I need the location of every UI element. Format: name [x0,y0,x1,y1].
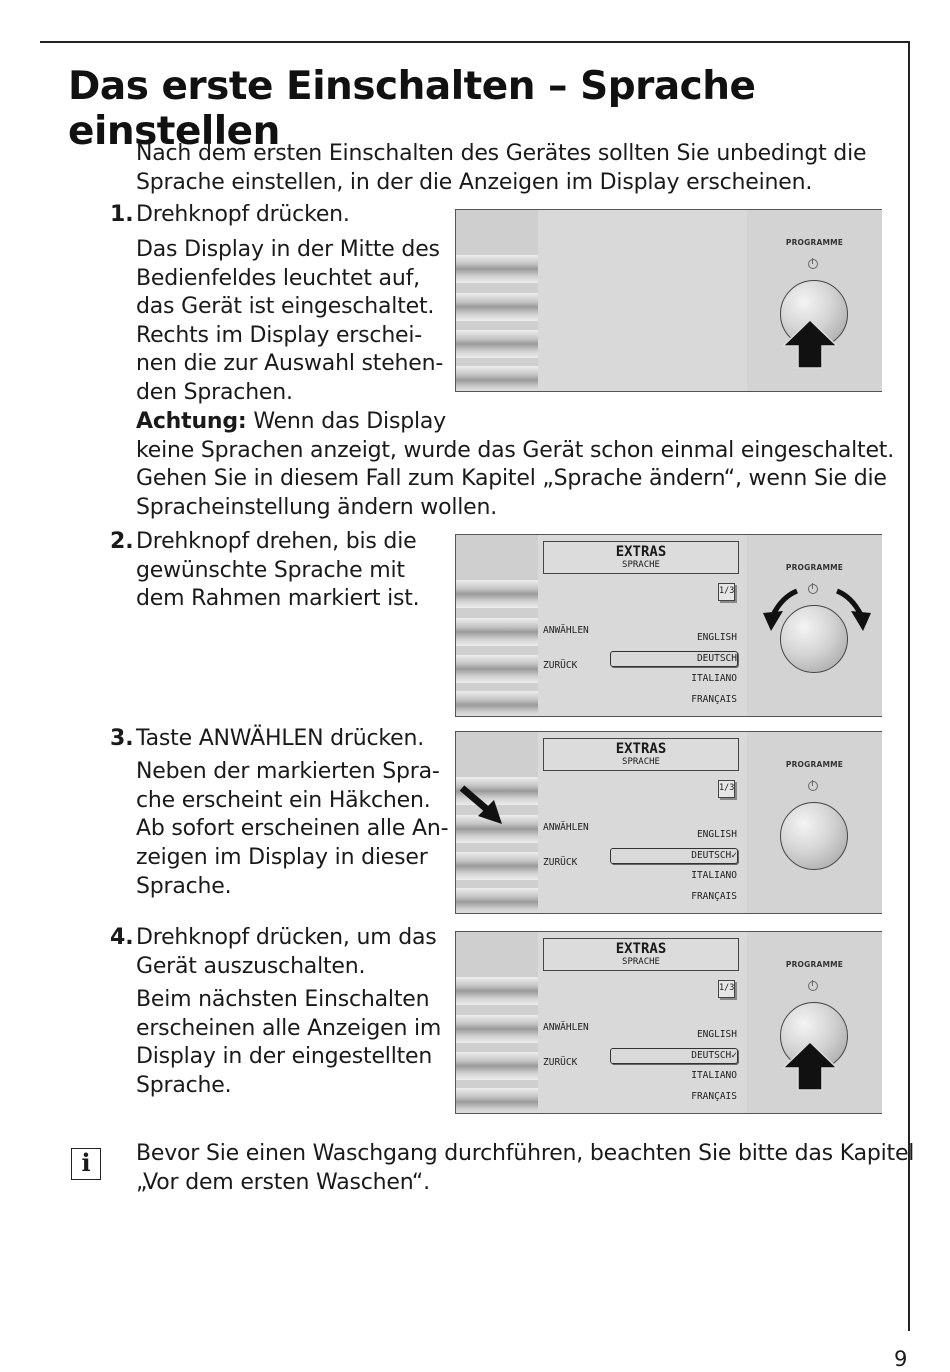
programme-label: PROGRAMME [785,760,844,769]
language-option-selected: DEUTSCH [696,653,737,664]
select-label: ANWÄHLEN [543,822,589,833]
button-column [456,932,539,1113]
step-heading: Taste ANWÄHLEN drücken. [136,726,425,751]
display [538,535,748,716]
back-label: ZURÜCK [543,1057,578,1068]
warning-text: Gehen Sie in diesem Fall zum Kapitel „Sprache ändern“, wenn Sie die [136,466,887,491]
language-option: ENGLISH [696,829,737,840]
page-number: 9 [894,1347,908,1371]
power-icon [808,981,818,991]
top-rule [40,41,910,43]
step-text: nen die zur Auswahl stehen- [136,351,444,376]
step-text: Rechts im Display erschei- [136,323,423,348]
knob-area [747,210,882,391]
button-column [456,210,539,391]
step-text: Beim nächsten Einschalten [136,987,430,1012]
info-icon: i [71,1148,101,1180]
step-number: 4. [110,925,134,950]
programme-label: PROGRAMME [785,960,844,969]
step-number: 3. [110,726,134,751]
rotate-arrows-icon [757,575,877,635]
step-heading: Drehknopf drücken, um das [136,925,437,950]
knob [780,802,848,870]
select-label: ANWÄHLEN [543,625,589,636]
warning-label: Achtung: [136,409,247,434]
control-panel-illustration [455,731,882,914]
step-text: Neben der markierten Spra- [136,759,440,784]
step-text: den Sprachen. [136,380,293,405]
button-column [456,535,539,716]
step-text: Sprache. [136,1073,232,1098]
power-icon [808,781,818,791]
control-panel-illustration [455,931,882,1114]
language-option: ENGLISH [696,632,737,643]
step-text: erscheinen alle Anzeigen im [136,1016,442,1041]
knob-area [747,932,882,1113]
menu-header [543,938,739,971]
right-rule [908,41,910,1331]
back-label: ZURÜCK [543,857,578,868]
display-blank [538,210,748,391]
menu-subtitle: SPRACHE [622,757,660,767]
language-option: FRANÇAIS [691,694,737,705]
power-icon [808,259,818,269]
push-arrow-icon [780,1040,840,1092]
step-number: 2. [110,529,134,554]
warning-line [136,408,446,437]
display [538,932,748,1113]
step-text: Display in der eingestellten [136,1044,433,1069]
language-option: FRANÇAIS [691,1091,737,1102]
back-label: ZURÜCK [543,660,578,671]
step-text: Das Display in der Mitte des [136,237,440,262]
control-panel-illustration [455,209,882,392]
step-text: zeigen im Display in dieser [136,845,428,870]
language-option: ITALIANO [691,870,737,881]
step-number: 1. [110,202,134,227]
menu-title: EXTRAS [615,544,667,560]
warning-text: Wenn das Display [246,409,446,434]
info-text: Bevor Sie einen Waschgang durchführen, beachten Sie bitte das Kapitel [136,1141,915,1166]
knob-area [747,732,882,913]
menu-subtitle: SPRACHE [622,957,660,967]
step-text: Ab sofort erscheinen alle An- [136,816,449,841]
step-text: das Gerät ist eingeschaltet. [136,294,435,319]
page-indicator-icon: 1/3 [718,980,735,998]
page-title: Das erste Einschalten – Sprache einstellen [68,64,756,154]
page-indicator-icon: 1/3 [718,780,735,798]
knob-area [747,535,882,716]
programme-label: PROGRAMME [785,563,844,572]
menu-header [543,738,739,771]
menu-title: EXTRAS [615,941,667,957]
step-text: che erscheint ein Häkchen. [136,788,431,813]
warning-text: Spracheinstellung ändern wollen. [136,495,498,520]
display [538,732,748,913]
step-text: gewünschte Sprache mit [136,558,405,583]
menu-title: EXTRAS [615,741,667,757]
step-text: dem Rahmen markiert ist. [136,586,420,611]
control-panel-illustration [455,534,882,717]
step-text: Sprache. [136,874,232,899]
button-column [456,732,539,913]
select-label: ANWÄHLEN [543,1022,589,1033]
language-option: ITALIANO [691,673,737,684]
page-indicator-icon: 1/3 [718,583,735,601]
menu-subtitle: SPRACHE [622,560,660,570]
step-text: Bedienfeldes leuchtet auf, [136,266,420,291]
step-heading: Gerät auszuschalten. [136,954,366,979]
intro-line: Sprache einstellen, in der die Anzeigen im Display erscheinen. [136,170,813,195]
info-text: „Vor dem ersten Waschen“. [136,1170,430,1195]
language-option: FRANÇAIS [691,891,737,902]
menu-header [543,541,739,574]
language-option: ENGLISH [696,1029,737,1040]
language-option-checked: DEUTSCH✓ [691,1050,737,1061]
warning-text: keine Sprachen anzeigt, wurde das Gerät schon einmal eingeschaltet. [136,438,895,463]
language-option: ITALIANO [691,1070,737,1081]
press-arrow-icon [458,782,508,830]
programme-label: PROGRAMME [785,238,844,247]
language-option-checked: DEUTSCH✓ [691,850,737,861]
step-heading: Drehknopf drücken. [136,202,350,227]
intro-line: Nach dem ersten Einschalten des Gerätes sollten Sie unbedingt die [136,141,867,166]
step-text: Drehknopf drehen, bis die [136,529,417,554]
push-arrow-icon [780,318,840,370]
